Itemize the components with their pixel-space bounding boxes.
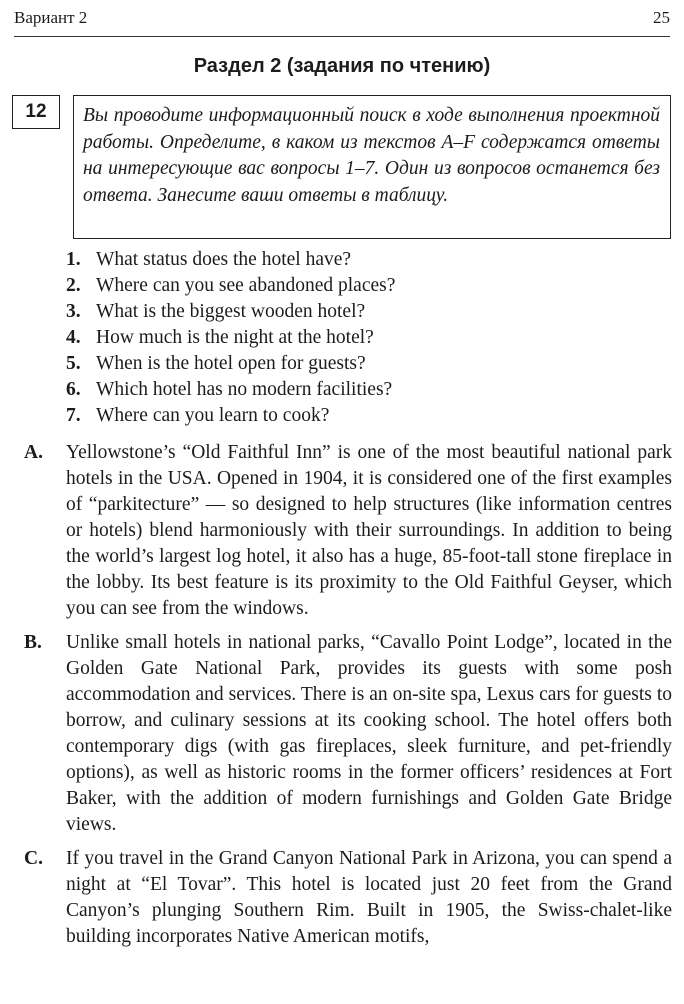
question-number: 2. [66,275,81,296]
question-text: Which hotel has no modern facilities? [96,379,393,400]
reading-texts [24,440,672,958]
text-letter: C. [24,848,43,869]
question-number: 7. [66,405,81,426]
question-number: 6. [66,379,81,400]
question-text: How much is the night at the hotel? [96,327,374,348]
text-body: Unlike small hotels in national parks, “Cavallo Point Lodge”, located in the Golden Gate National Park, provides its guests with some posh accommodation and services. There is an on-site spa, Lexus cars for guests to borrow, and culinary sessions at its cooking school. The hotel offers both contemporary digs (with gas fireplaces, sleek furniture, and pet-friendly options), as well as historic rooms in the former officers’ residences at Fort Baker, with the addition of modern furnishings and Golden Gate Bridge views. [66,632,672,835]
question-item [66,325,395,351]
question-text: Where can you learn to cook? [96,405,330,426]
header-divider [14,36,670,37]
text-letter: B. [24,632,42,653]
question-item [66,403,395,429]
page-header [14,8,670,32]
question-item [66,273,395,299]
question-list [66,247,395,429]
variant-label: Вариант 2 [14,8,88,27]
question-item [66,299,395,325]
question-number: 4. [66,327,81,348]
question-text: What is the biggest wooden hotel? [96,301,366,322]
text-body: If you travel in the Grand Canyon National Park in Arizona, you can spend a night at “El Tovar”. This hotel is located just 20 feet from the Grand Canyon’s plunging Southern Rim. Built in 1905, the Swiss-chalet-like building incorporates Native American motifs, [66,848,672,947]
section-title: Раздел 2 (задания по чтению) [193,55,491,77]
question-text: When is the hotel open for guests? [96,353,366,374]
text-a [24,440,672,622]
question-item [66,377,395,403]
question-number: 5. [66,353,81,374]
text-letter: A. [24,442,43,463]
question-item [66,351,395,377]
question-number: 3. [66,301,81,322]
question-text: Where can you see abandoned places? [96,275,396,296]
text-c [24,846,672,950]
task-instruction: Вы проводите информационный поиск в ходе выполнения проектной работы. Определите, в каком из текстов A–F содержатся ответы на интересующие вас вопросы 1–7. Один из вопросов останется без ответа. Занесите ваши ответы в таблицу. [73,95,671,239]
question-number: 1. [66,249,81,270]
text-b [24,630,672,838]
task-number: 12 [12,95,60,129]
question-text: What status does the hotel have? [96,249,352,270]
page-number: 25 [653,8,670,27]
text-body: Yellowstone’s “Old Faithful Inn” is one of the most beautiful national park hotels in the USA. Opened in 1904, it is considered one of the first examples of “parkitecture” — so designed to help structures (like information centres or hotels) blend harmoniously with their surroundings. In addition to being the world’s largest log hotel, it also has a huge, 85-foot-tall stone fireplace in the lobby. Its best feature is its proximity to the Old Faithful Geyser, which you can see from the windows. [66,442,672,619]
question-item [66,247,395,273]
